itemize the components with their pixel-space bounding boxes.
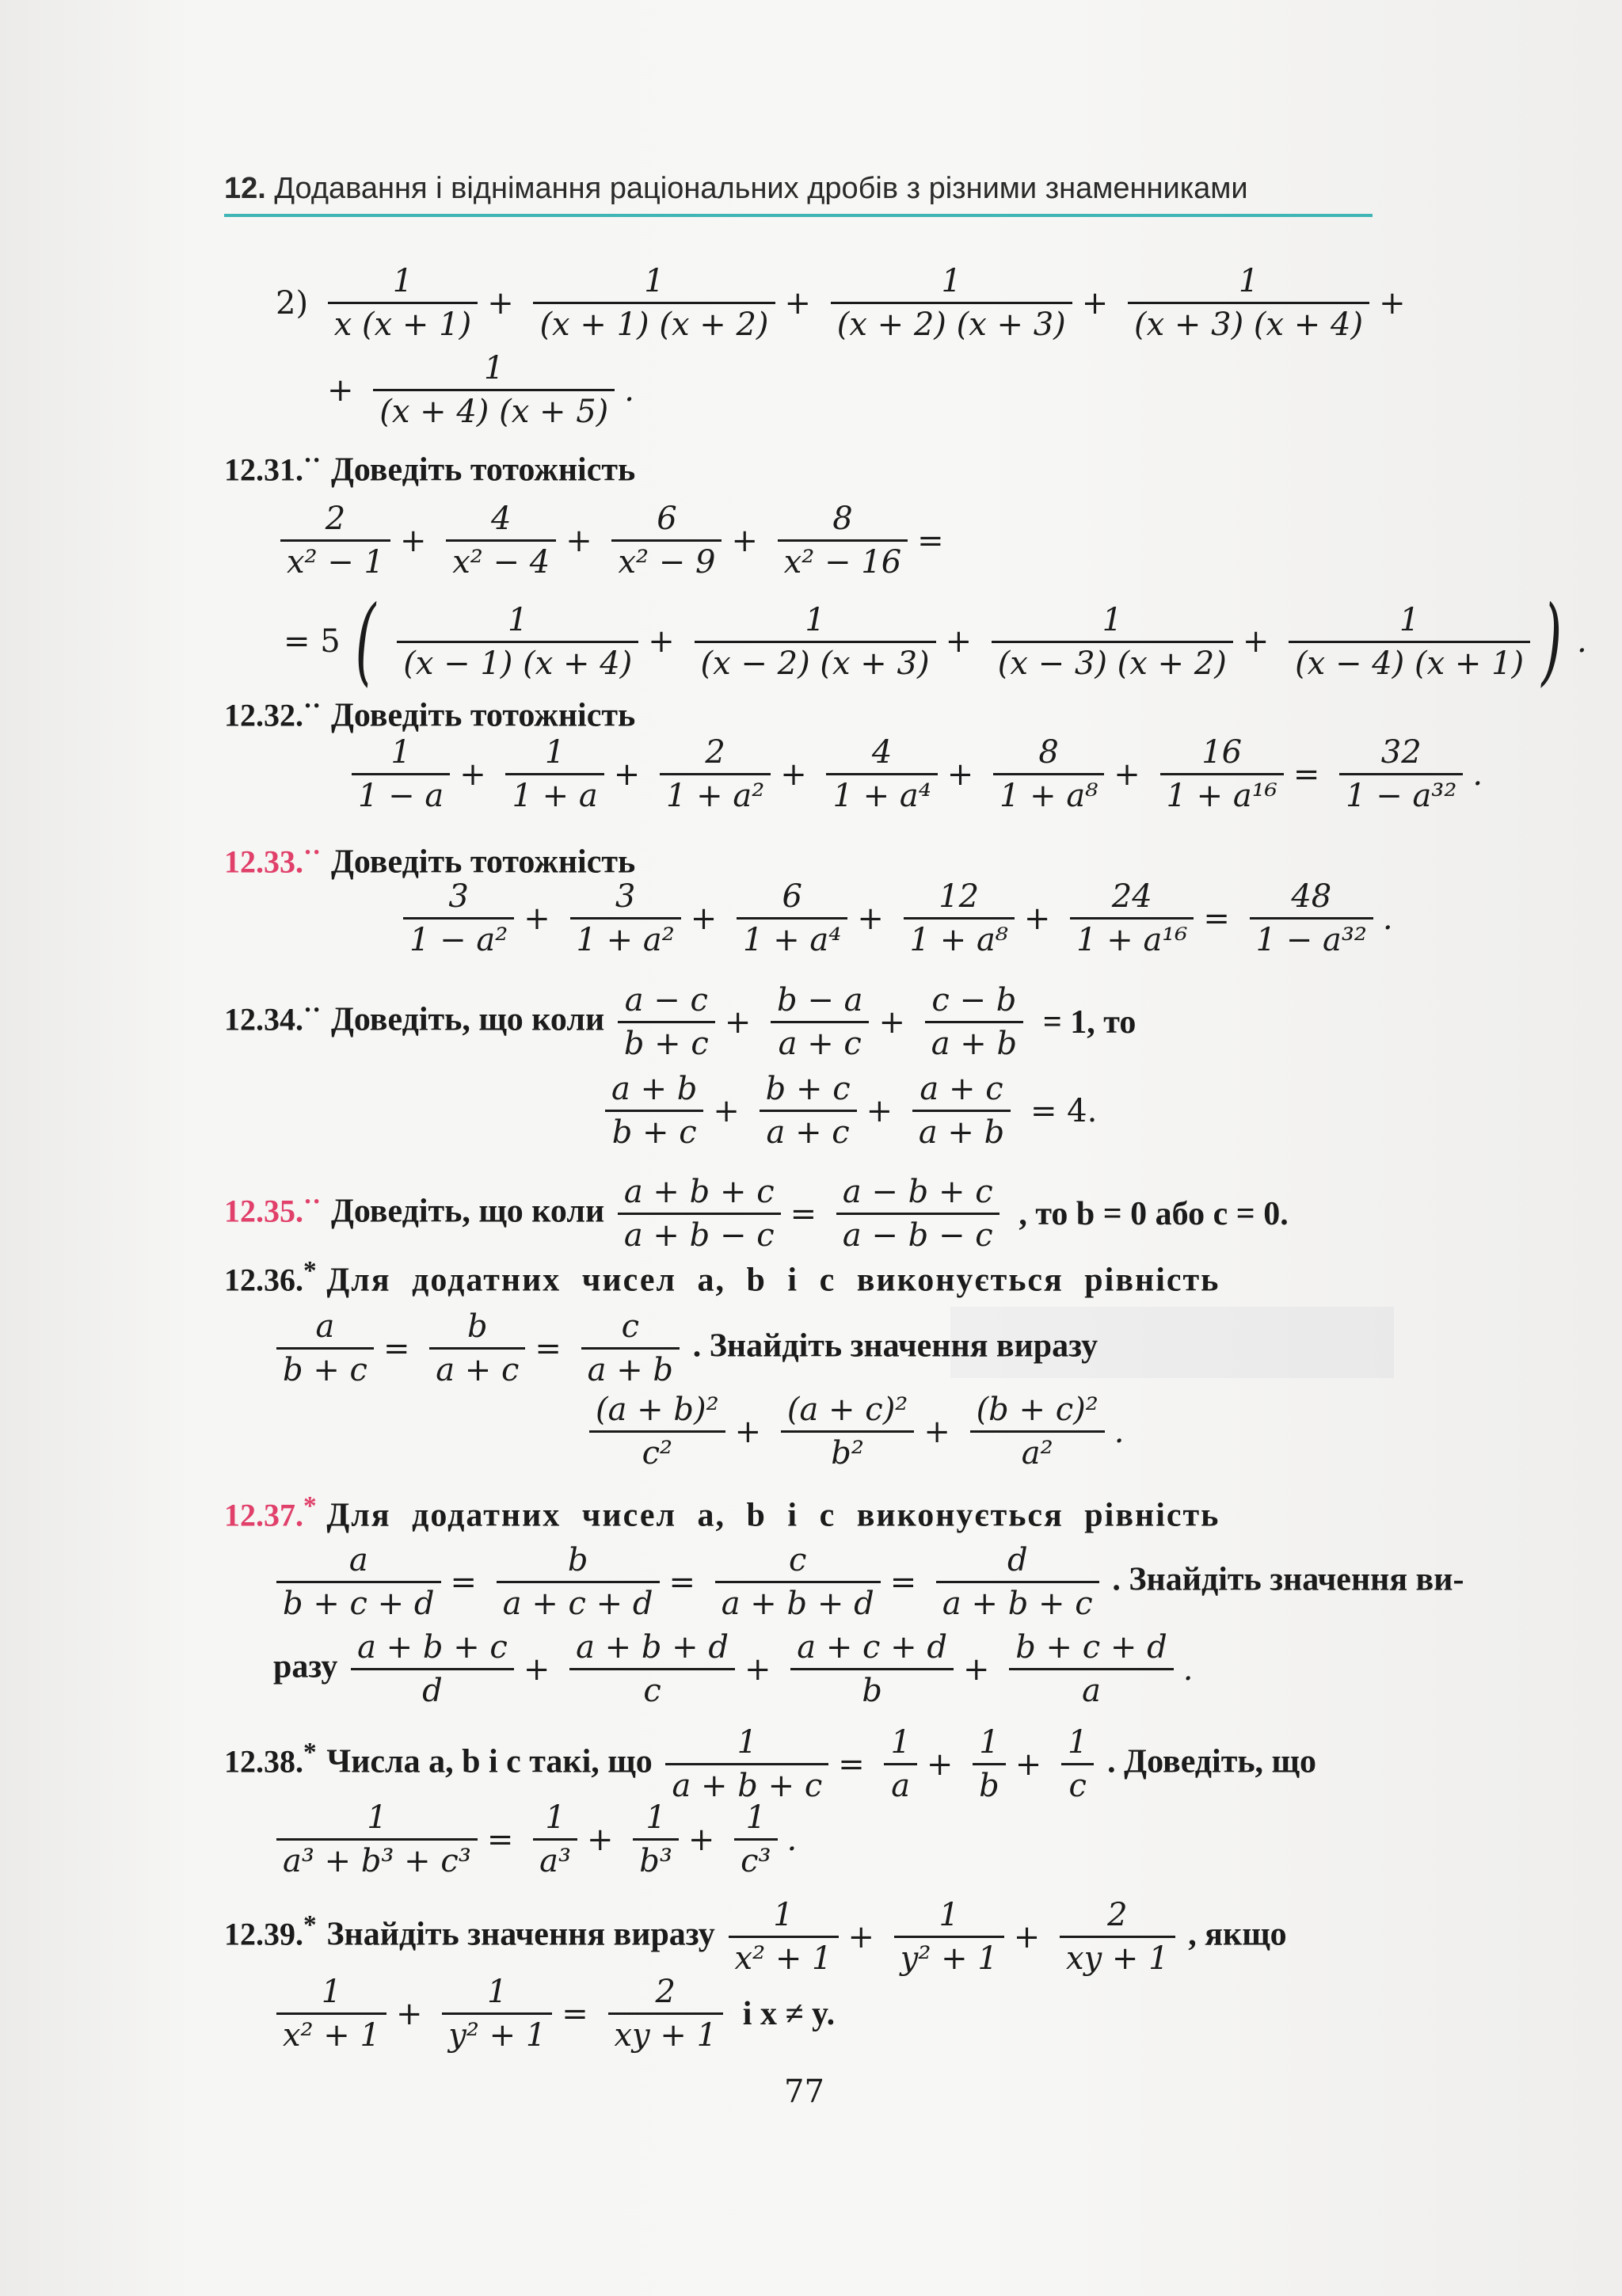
item-label: 2) <box>276 284 309 322</box>
exercise-12-35: 12.35.·· Доведіть, що коли $\frac{a + b + c}{a + b - c}$ = $\frac{a - b + c}{a - b - c}$ , то b = 0 або c = 0. <box>224 1174 1289 1254</box>
fraction: $\frac{1}{(x + 4) (x + 5)}$ <box>373 352 615 428</box>
fraction: $\frac{1}{(x + 3) (x + 4)}$ <box>1128 265 1369 341</box>
item-2-line-2: + $\frac{1}{(x + 4) (x + 5)}$ . <box>327 350 634 430</box>
exercise-12-36-line-1: 12.36.* Для додатних чисел a, b і c виконується рівність <box>224 1256 1220 1299</box>
exercise-12-33-heading: 12.33.·· Доведіть тотожність <box>224 838 636 881</box>
exercise-12-33-formula: $\frac{3}{\text{1 − a²}}$ + $\frac{3}{\text{1 + a²}}$ + $\frac{6}{\text{1 + a⁴}}$ + $\frac{12}{\text{1 + a⁸}}$ + $\frac{24}{\text{1 + a¹⁶}}$ = $\frac{48}{\text{1 − a³²}}$ . <box>400 881 1399 956</box>
exercise-12-38-line-2: $\frac{1}{\text{a³ + b³ + c³}}$ = $\frac{1}{\text{a³}}$ + $\frac{1}{\text{b³}}$ + $\frac{1}{\text{c³}}$ . <box>273 1802 803 1877</box>
fraction: $\frac{1}{x (x + 1)}$ <box>328 265 478 341</box>
exercise-12-31-heading: 12.31.·· Доведіть тотожність <box>224 446 636 489</box>
exercise-number: 12.36. <box>224 1262 303 1298</box>
exercise-12-32-heading: 12.32.·· Доведіть тотожність <box>224 691 636 734</box>
section-title: Додавання і віднімання раціональних дробів з різними знаменниками <box>274 172 1248 205</box>
exercise-text: Доведіть тотожність <box>330 843 636 881</box>
exercise-12-36-line-2: $\frac{a}{b + c}$ = $\frac{b}{a + c}$ = $\frac{c}{a + b}$ . Знайдіть значення виразу <box>273 1311 1098 1386</box>
exercise-12-37-line-3: разу $\frac{a + b + c}{d}$ + $\frac{a + b + d}{c}$ + $\frac{a + c + d}{b}$ + $\frac{b + c + d}{a}$ . <box>273 1629 1194 1709</box>
exercise-12-39-line-1: 12.39.* Знайдіть значення виразу $\frac{1}{\text{x² + 1}}$ + $\frac{1}{\text{y² + 1}}$ + $\frac{2}{xy + 1}$ , якщо <box>224 1897 1287 1977</box>
exercise-12-39-line-2: $\frac{1}{\text{x² + 1}}$ + $\frac{1}{\text{y² + 1}}$ = $\frac{2}{xy + 1}$ і x ≠ y. <box>273 1976 841 2051</box>
fraction: $\frac{1}{(x + 2) (x + 3)}$ <box>831 265 1072 341</box>
running-head <box>224 172 1373 206</box>
fraction: $\frac{1}{(x + 1) (x + 2)}$ <box>533 265 775 341</box>
exercise-12-31-rhs: = 5 ( $\frac{1}{(x - 1) (x + 4)}$ + $\frac{1}{(x - 2) (x + 3)}$ + $\frac{1}{(x - 3) (x + 2)}$ + $\frac{1}{(x - 4) (x + 1)}$ ) . <box>284 586 1587 696</box>
section-number: 12. <box>224 172 266 205</box>
exercise-12-34-line-2: $\frac{a + b}{b + c}$ + $\frac{b + c}{a + c}$ + $\frac{a + c}{a + b}$ = 4. <box>602 1073 1103 1148</box>
exercise-number: 12.34. <box>224 1001 303 1038</box>
exercise-number: 12.32. <box>224 697 303 733</box>
exercise-number: 12.37. <box>224 1497 303 1533</box>
exercise-number: 12.31. <box>224 451 303 488</box>
exercise-text: Доведіть тотожність <box>330 451 636 489</box>
header-rule <box>224 214 1373 217</box>
page-number: 77 <box>784 2073 824 2110</box>
exercise-text: Числа a, b і c такі, що <box>326 1743 653 1780</box>
exercise-text: Доведіть, що коли <box>330 1193 605 1230</box>
exercise-text: Доведіть тотожність <box>330 697 636 734</box>
exercise-number: 12.39. <box>224 1916 303 1952</box>
exercise-number: 12.33. <box>224 843 303 880</box>
exercise-12-37-line-1: 12.37.* Для додатних чисел a, b і c виконується рівність <box>224 1491 1220 1534</box>
exercise-12-37-line-2: $\frac{a}{b + c + d}$ = $\frac{b}{a + c + d}$ = $\frac{c}{a + b + d}$ = $\frac{d}{a + b + c}$ . Знайдіть значення ви- <box>273 1544 1464 1620</box>
exercise-12-36-line-3: $\frac{\text{(a + b)²}}{\text{c²}}$ + $\frac{\text{(a + c)²}}{\text{b²}}$ + $\frac{\text{(b + c)²}}{\text{a²}}$ . <box>586 1394 1131 1469</box>
exercise-text: Знайдіть значення виразу <box>326 1916 715 1953</box>
exercise-number: 12.35. <box>224 1193 303 1229</box>
exercise-text: Для додатних чисел a, b і c виконується рівність <box>326 1497 1220 1534</box>
exercise-text: Доведіть, що коли <box>330 1001 605 1038</box>
exercise-12-34-line-1: 12.34.·· Доведіть, що коли $\frac{a - c}{b + c}$ + $\frac{b - a}{a + c}$ + $\frac{c - b}{a + b}$ = 1, то <box>224 982 1137 1062</box>
exercise-12-32-formula: $\frac{1}{1 - a}$ + $\frac{1}{1 + a}$ + $\frac{2}{\text{1 + a²}}$ + $\frac{4}{\text{1 + a⁴}}$ + $\frac{8}{\text{1 + a⁸}}$ + $\frac{16}{\text{1 + a¹⁶}}$ = $\frac{32}{\text{1 − a³²}}$ . <box>348 737 1489 812</box>
exercise-12-31-lhs: $\frac{2}{\text{x² − 1}}$ + $\frac{4}{\text{x² − 4}}$ + $\frac{6}{\text{x² − 9}}$ + $\frac{8}{\text{x² − 16}}$ = <box>277 503 950 578</box>
exercise-12-38-line-1: 12.38.* Числа a, b і c такі, що $\frac{1}{a + b + c}$ = $\frac{1}{a}$ + $\frac{1}{b}$ + $\frac{1}{c}$ . Доведіть, що <box>224 1724 1317 1804</box>
item-2-line-1: 2) $\frac{1}{x (x + 1)}$ + $\frac{1}{(x + 1) (x + 2)}$ + $\frac{1}{(x + 2) (x + 3)}$ + $\frac{1}{(x + 3) (x + 4)}$ + <box>269 265 1412 341</box>
exercise-text: Для додатних чисел a, b і c виконується рівність <box>326 1262 1220 1299</box>
exercise-number: 12.38. <box>224 1743 303 1780</box>
